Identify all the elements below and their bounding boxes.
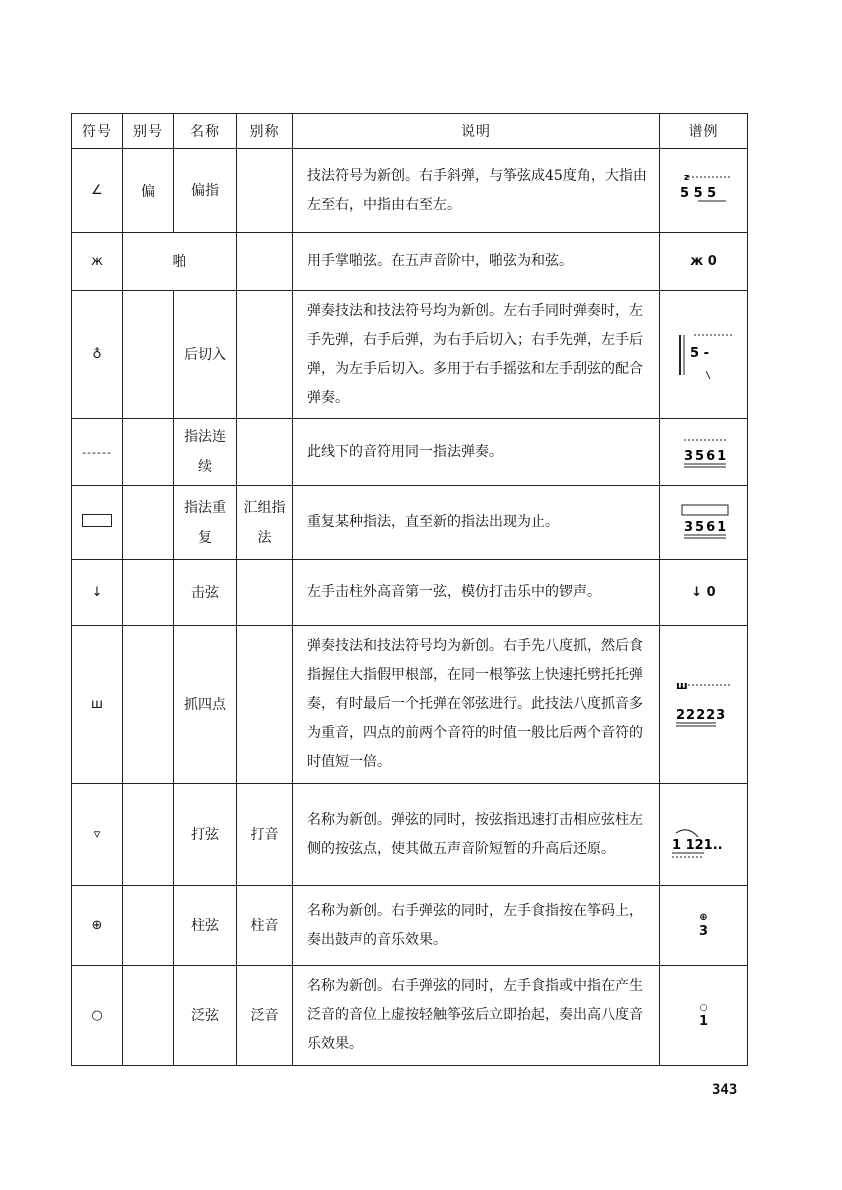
name-cell: 打弦	[174, 784, 237, 886]
notation-notes: 1 121..	[671, 837, 723, 853]
alt-name-cell: 汇组指法	[237, 486, 293, 560]
alt-name-cell	[237, 626, 293, 784]
alias-cell	[123, 966, 174, 1066]
name-cell: 指法连续	[174, 419, 237, 486]
table-row	[72, 886, 748, 966]
description-cell: 名称为新创。右手弹弦的同时，左手食指按在筝码上，奏出鼓声的音乐效果。	[293, 886, 660, 966]
table-row	[72, 419, 748, 486]
notation-example	[674, 432, 734, 472]
header-name: 名称	[174, 114, 237, 149]
technique-table	[71, 113, 748, 1066]
notation-notes: 5 5 5	[679, 185, 716, 201]
header-symbol: 符号	[72, 114, 123, 149]
alias-cell	[123, 626, 174, 784]
header-row	[72, 114, 748, 149]
alias-cell	[123, 419, 174, 486]
rectangle-icon	[82, 514, 112, 527]
example-cell	[660, 419, 748, 486]
alias-cell	[123, 486, 174, 560]
notation-notes: 3561	[683, 449, 728, 464]
header-alt-name: 别称	[237, 114, 293, 149]
table-row	[72, 784, 748, 886]
header-example: 谱例	[660, 114, 748, 149]
alt-name-cell	[237, 233, 293, 291]
table-row	[72, 291, 748, 419]
alias-cell	[123, 291, 174, 419]
header-description: 说明	[293, 114, 660, 149]
alt-name-cell: 打音	[237, 784, 293, 886]
table-row	[72, 966, 748, 1066]
notation-notes: 3	[698, 924, 709, 939]
alt-name-cell	[237, 291, 293, 419]
alt-name-cell: 柱音	[237, 886, 293, 966]
example-cell	[660, 966, 748, 1066]
symbol-cell: ○	[72, 966, 123, 1066]
alias-cell: 偏	[123, 149, 174, 233]
example-cell	[660, 291, 748, 419]
description-cell: 此线下的音符用同一指法弹奏。	[293, 419, 660, 486]
name-cell: 偏指	[174, 149, 237, 233]
description-cell: 弹奏技法和技法符号均为新创。右手先八度抓，然后食指握住大指假甲根部，在同一根筝弦上快速托劈托托弹奏，有时最后一个托弹在邻弦进行。此技法八度抓音多为重音，四点的前两个音符的时值一般比后两个音符的时值短一倍。	[293, 626, 660, 784]
description-cell: 名称为新创。弹弦的同时，按弦指迅速打击相应弦柱左侧的按弦点，使其做五声音阶短暂的升高后还原。	[293, 784, 660, 886]
example-cell	[660, 626, 748, 784]
description-cell: 弹奏技法和技法符号均为新创。左右手同时弹奏时，左手先弹，右手后弹，为右手后切入；右手先弹，左手后弹，为左手后切入。多用于右手摇弦和左手刮弦的配合弹奏。	[293, 291, 660, 419]
name-cell: 击弦	[174, 560, 237, 626]
name-cell: 柱弦	[174, 886, 237, 966]
description-cell: 用手掌啪弦。在五声音阶中，啪弦为和弦。	[293, 233, 660, 291]
description-cell: 名称为新创。右手弹弦的同时，左手食指或中指在产生泛音的音位上虚按轻触筝弦后立即抬起，奏出高八度音乐效果。	[293, 966, 660, 1066]
alt-name-cell: 泛音	[237, 966, 293, 1066]
name-cell: 啪	[123, 233, 237, 291]
notation-notes: 5 -	[689, 345, 709, 361]
notation-notes: 22223	[675, 707, 726, 723]
alt-name-cell	[237, 560, 293, 626]
notation-mark: z	[683, 172, 689, 183]
example-cell	[660, 784, 748, 886]
symbol-cell: ↓	[72, 560, 123, 626]
page-number: 343	[712, 1082, 738, 1098]
example-cell: ↓ 0	[660, 560, 748, 626]
symbol-cell: ж	[72, 233, 123, 291]
harmonic-mark-icon: ○	[699, 1003, 708, 1013]
alias-cell	[123, 560, 174, 626]
table-row	[72, 233, 748, 291]
example-cell	[660, 149, 748, 233]
notation-mark: ш	[675, 678, 688, 692]
symbol-cell: ------	[72, 419, 123, 486]
description-cell: 重复某种指法，直至新的指法出现为止。	[293, 486, 660, 560]
symbol-cell: ш	[72, 626, 123, 784]
example-cell	[660, 486, 748, 560]
description-cell: 技法符号为新创。右手斜弹，与筝弦成45度角，大指由左至右，中指由右至左。	[293, 149, 660, 233]
table-row	[72, 149, 748, 233]
symbol-cell: ⊕	[72, 886, 123, 966]
table-row	[72, 486, 748, 560]
name-cell: 指法重复	[174, 486, 237, 560]
notation-example	[674, 169, 734, 213]
example-cell: ж 0	[660, 233, 748, 291]
notation-example	[668, 805, 740, 865]
symbol-cell: ▿	[72, 784, 123, 886]
technique-table-container	[71, 113, 747, 1066]
symbol-cell: ♁	[72, 291, 123, 419]
alias-cell	[123, 784, 174, 886]
alt-name-cell	[237, 149, 293, 233]
alt-name-cell	[237, 419, 293, 486]
name-cell: 抓四点	[174, 626, 237, 784]
table-row	[72, 626, 748, 784]
example-cell	[660, 886, 748, 966]
name-cell: 泛弦	[174, 966, 237, 1066]
table-row	[72, 560, 748, 626]
notation-notes: 1	[698, 1014, 709, 1029]
symbol-cell: ∠	[72, 149, 123, 233]
name-cell: 后切入	[174, 291, 237, 419]
description-cell: 左手击柱外高音第一弦，模仿打击乐中的锣声。	[293, 560, 660, 626]
notation-notes: 3561	[683, 519, 728, 535]
alias-cell	[123, 886, 174, 966]
pillar-mark-icon: ⊕	[699, 912, 708, 923]
notation-example	[672, 323, 736, 387]
header-alias: 别号	[123, 114, 174, 149]
symbol-cell	[72, 486, 123, 560]
notation-example	[672, 675, 736, 735]
notation-example	[674, 501, 734, 545]
